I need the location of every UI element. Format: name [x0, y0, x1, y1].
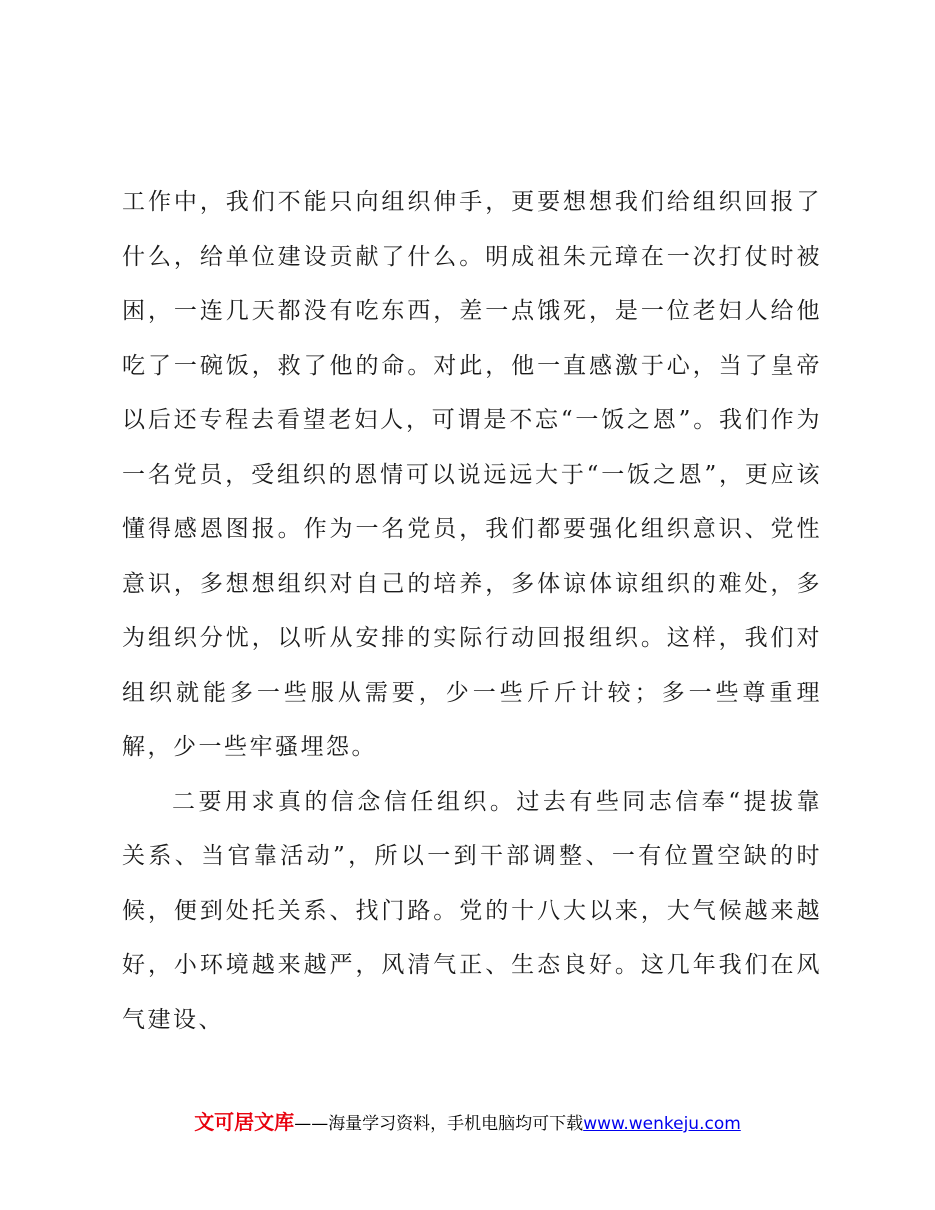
paragraph-continued: 工作中，我们不能只向组织伸手，更要想想我们给组织回报了什么，给单位建设贡献了什么。明成祖朱元璋在一次打仗时被困，一连几天都没有吃东西，差一点饿死，是一位老妇人给他吃了一碗饭，救了他的命。对此，他一直感激于心，当了皇帝以后还专程去看望老妇人，可谓是不忘“一饭之恩”。我们作为一名党员，受组织的恩情可以说远远大于“一饭之恩”，更应该懂得感恩图报。作为一名党员，我们都要强化组织意识、党性意识，多想想组织对自己的培养，多体谅体谅组织的难处，多为组织分忧，以听从安排的实际行动回报组织。这样，我们对组织就能多一些服从需要，少一些斤斤计较；多一些尊重理解，少一些牢骚埋怨。 — [122, 189, 822, 760]
document-body — [122, 175, 822, 1047]
footer-tagline: ——海量学习资料，手机电脑均可下载 — [294, 1114, 584, 1134]
page-footer — [0, 1106, 935, 1135]
footer-website-link[interactable]: www.wenkeju.com — [583, 1114, 741, 1134]
footer-brand: 文可居文库 — [194, 1110, 295, 1134]
paragraph-second-point: 二要用求真的信念信任组织。过去有些同志信奉“提拔靠关系、当官靠活动”，所以一到干部调整、一有位置空缺的时候，便到处托关系、找门路。党的十八大以来，大气候越来越好，小环境越来越严，风清气正、生态良好。这几年我们在风气建设、 — [122, 788, 822, 1033]
